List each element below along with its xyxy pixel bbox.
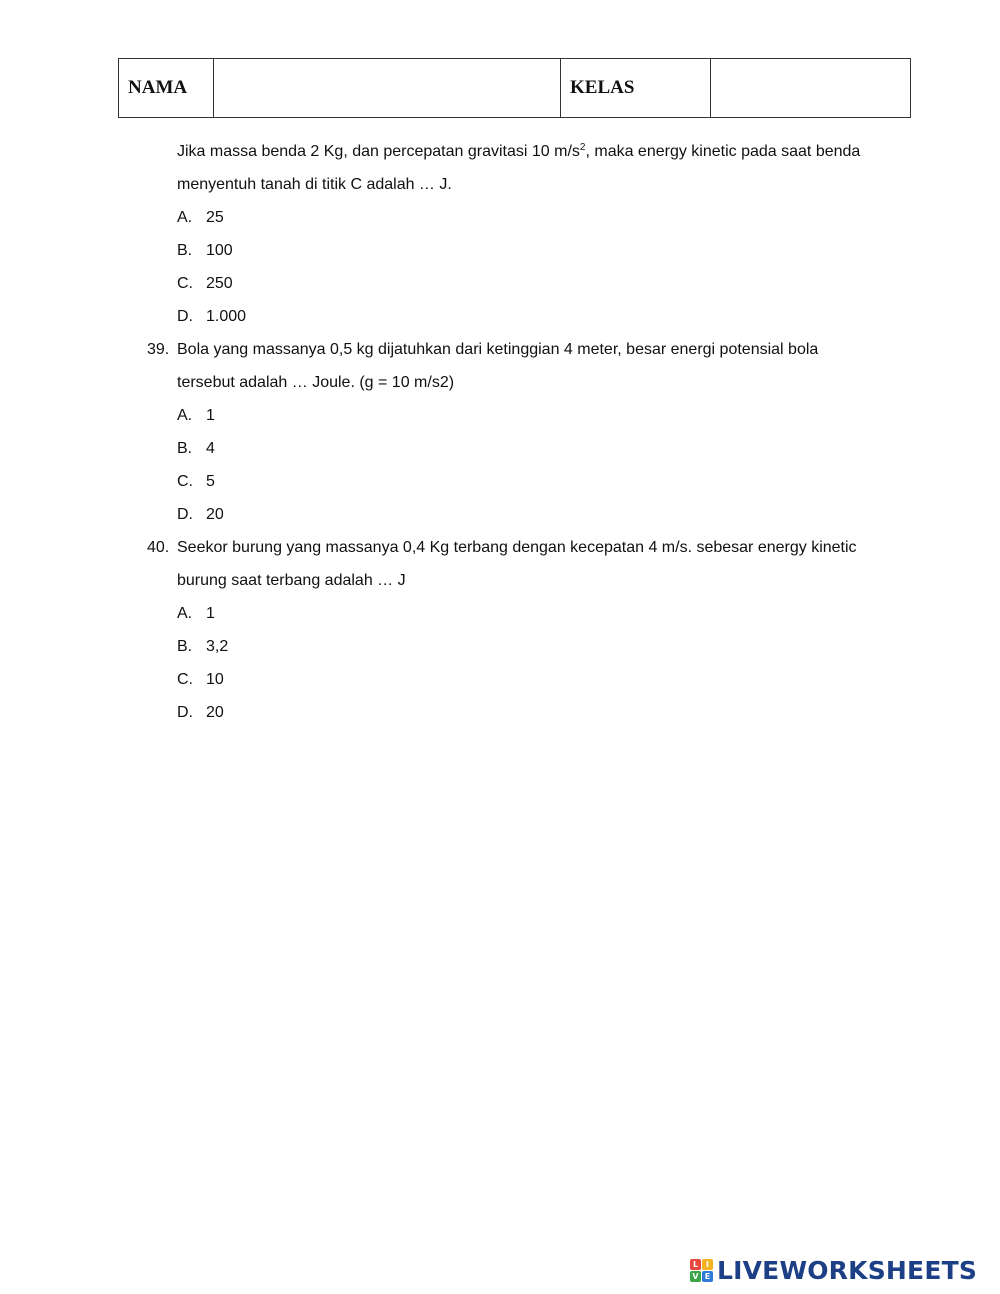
- option-letter: D.: [177, 704, 193, 721]
- logo-mark-cell: E: [702, 1271, 713, 1282]
- liveworksheets-logo: [690, 1252, 977, 1288]
- option-letter: C.: [177, 473, 193, 490]
- logo-mark-cell: I: [702, 1259, 713, 1270]
- option-text: 1: [206, 407, 215, 424]
- continued-question-line-2: menyentuh tanah di titik C adalah … J.: [177, 176, 452, 193]
- option-letter: D.: [177, 308, 193, 325]
- continued-question-line-1: Jika massa benda 2 Kg, dan percepatan gravitasi 10 $m/s^2$, maka energy kinetic pada saat benda: [177, 142, 861, 160]
- option-text: 3,2: [206, 638, 229, 655]
- option-letter: B.: [177, 638, 193, 655]
- name-label: NAMA: [119, 59, 214, 118]
- option-letter: B.: [177, 440, 193, 457]
- class-field[interactable]: [711, 59, 911, 118]
- question-40-number: 40.: [147, 539, 170, 556]
- option-letter: B.: [177, 242, 193, 259]
- name-field[interactable]: [214, 59, 561, 118]
- option-letter: A.: [177, 407, 193, 424]
- option-text: 1.000: [206, 308, 247, 325]
- option-text: 10: [206, 671, 224, 688]
- question-39-line-2: tersebut adalah … Joule. (g = 10 m/s2): [177, 374, 455, 391]
- student-info-table: [118, 58, 911, 118]
- question-39-line-1: Bola yang massanya 0,5 kg dijatuhkan dari ketinggian 4 meter, besar energi potensial bola: [177, 341, 819, 358]
- option-text: 4: [206, 440, 215, 457]
- option-text: 20: [206, 506, 224, 523]
- option-letter: C.: [177, 275, 193, 292]
- student-info-row: [119, 59, 911, 118]
- option-letter: D.: [177, 506, 193, 523]
- question-40-line-2: burung saat terbang adalah … J: [177, 572, 406, 589]
- question-40-line-1: Seekor burung yang massanya 0,4 Kg terbang dengan kecepatan 4 m/s. sebesar energy kinetic: [177, 539, 857, 556]
- logo-text: LIVEWORKSHEETS: [717, 1255, 978, 1285]
- option-letter: A.: [177, 605, 193, 622]
- option-text: 20: [206, 704, 224, 721]
- option-text: 25: [206, 209, 224, 226]
- option-letter: A.: [177, 209, 193, 226]
- question-39-number: 39.: [147, 341, 170, 358]
- logo-mark-cell: V: [690, 1271, 701, 1282]
- superscript-exponent: 2: [579, 142, 586, 153]
- option-text: 100: [206, 242, 233, 259]
- class-label: KELAS: [561, 59, 711, 118]
- option-text: 5: [206, 473, 215, 490]
- option-text: 250: [206, 275, 233, 292]
- logo-mark-cell: L: [690, 1259, 701, 1270]
- option-text: 1: [206, 605, 215, 622]
- option-letter: C.: [177, 671, 193, 688]
- logo-mark-icon: [690, 1259, 713, 1282]
